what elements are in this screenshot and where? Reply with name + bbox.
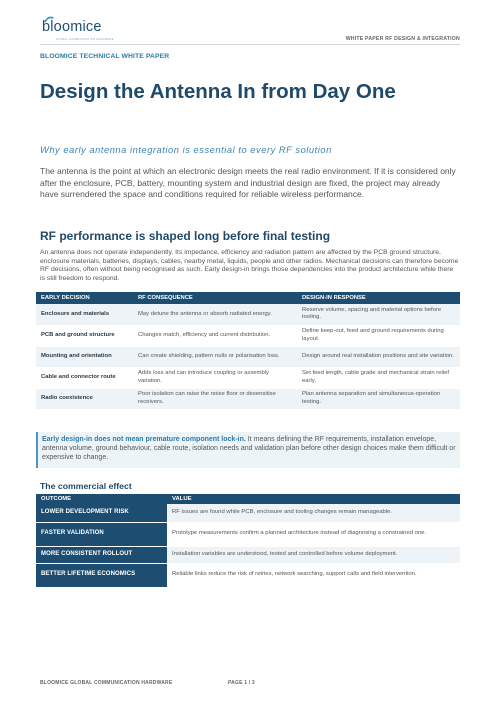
outcome-table xyxy=(36,494,460,588)
logo-tagline: GLOBAL COMMUNICATION HARDWARE xyxy=(56,38,114,41)
table-cell: May detune the antenna or absorb radiated energy. xyxy=(133,304,297,325)
eyebrow-label: BLOOMICE TECHNICAL WHITE PAPER xyxy=(40,53,170,60)
table-cell: LOWER DEVELOPMENT RISK xyxy=(36,504,167,522)
table-cell: Installation variables are understood, tested and controlled before volume deployment. xyxy=(167,546,460,563)
table-cell: Set feed length, cable grade and mechanical strain relief early. xyxy=(297,367,460,388)
header-divider xyxy=(40,44,460,45)
table-row xyxy=(36,304,460,325)
table-cell: Mounting and orientation xyxy=(36,346,133,367)
bloomice-logo xyxy=(40,14,160,41)
page-number: PAGE 1 / 3 xyxy=(228,680,255,686)
decision-table-header xyxy=(36,292,460,304)
section-heading-commercial-effect: The commercial effect xyxy=(40,481,132,491)
table-cell: FASTER VALIDATION xyxy=(36,522,167,546)
decision-table xyxy=(36,292,460,410)
table-cell: Enclosure and materials xyxy=(36,304,133,325)
column-header: OUTCOME xyxy=(36,494,167,504)
column-header: DESIGN-IN RESPONSE xyxy=(297,292,460,304)
table-row xyxy=(36,546,460,563)
table-cell: Plan antenna separation and simultaneous-operation testing. xyxy=(297,388,460,409)
page-footer xyxy=(40,680,255,686)
outcome-table-header xyxy=(36,494,460,504)
callout-box xyxy=(36,432,460,468)
table-cell: Can create shielding, pattern nulls or polarisation loss. xyxy=(133,346,297,367)
table-row xyxy=(36,325,460,346)
section-heading-rf-performance: RF performance is shaped long before final testing xyxy=(40,229,331,243)
table-row xyxy=(36,388,460,409)
callout-lead: Early design-in does not mean premature component lock-in. xyxy=(42,436,246,443)
table-cell: Radio coexistence xyxy=(36,388,133,409)
section-body-rf-performance: An antenna does not operate independently. Its impedance, efficiency and radiation pattern are affected by the PCB ground structure, enclosure materials, batteries, displays, cables, nearby metal, liquids, people and other radios. Mechanical decisions can therefore become RF decisions, often without being recognised as such. Early design-in brings those dependencies into the product architecture while there is still freedom to respond. xyxy=(40,249,459,283)
footer-company: BLOOMICE GLOBAL COMMUNICATION HARDWARE xyxy=(40,680,173,686)
table-cell: MORE CONSISTENT ROLLOUT xyxy=(36,546,167,563)
table-cell: Poor isolation can raise the noise floor or desensitise receivers. xyxy=(133,388,297,409)
table-cell: Cable and connector route xyxy=(36,367,133,388)
table-cell: Reserve volume, spacing and material options before tooling. xyxy=(297,304,460,325)
table-row xyxy=(36,563,460,587)
table-cell: Prototype measurements confirm a planned architecture instead of diagnosing a constrained one. xyxy=(167,522,460,546)
table-cell: PCB and ground structure xyxy=(36,325,133,346)
table-cell: Design around real installation positions and site variation. xyxy=(297,346,460,367)
table-cell: Adds loss and can introduce coupling or assembly variation. xyxy=(133,367,297,388)
intro-paragraph: The antenna is the point at which an electronic design meets the real radio environment. If it is considered only after the enclosure, PCB, battery, mounting system and industrial design are fixed, the project may already have surrendered the space and conditions required for reliable wireless performance. xyxy=(40,166,456,200)
table-cell: Reliable links reduce the risk of retries, network searching, support calls and field intervention. xyxy=(167,563,460,587)
table-cell: RF issues are found while PCB, enclosure and tooling changes remain manageable. xyxy=(167,504,460,522)
table-row xyxy=(36,346,460,367)
table-row xyxy=(36,522,460,546)
page-subtitle: Why early antenna integration is essential to every RF solution xyxy=(40,145,332,155)
column-header: EARLY DECISION xyxy=(36,292,133,304)
table-row xyxy=(36,367,460,388)
document-label: WHITE PAPER RF DESIGN & INTEGRATION xyxy=(345,36,460,42)
table-cell: Changes match, efficiency and current distribution. xyxy=(133,325,297,346)
column-header: VALUE xyxy=(167,494,460,504)
column-header: RF CONSEQUENCE xyxy=(133,292,297,304)
callout-body: It means defining the RF requirements, installation envelope, antenna volume, ground behaviour, cable route, isolation needs and validation plan before other design choices make them difficult or expensive to change. xyxy=(42,436,456,461)
table-cell: BETTER LIFETIME ECONOMICS xyxy=(36,563,167,587)
logo-wordmark: bloomice xyxy=(42,19,102,35)
page-header xyxy=(40,14,460,42)
page-title: Design the Antenna In from Day One xyxy=(40,80,396,103)
table-row xyxy=(36,504,460,522)
table-cell: Define keep-out, feed and ground requirements during layout. xyxy=(297,325,460,346)
callout-text xyxy=(42,435,456,462)
